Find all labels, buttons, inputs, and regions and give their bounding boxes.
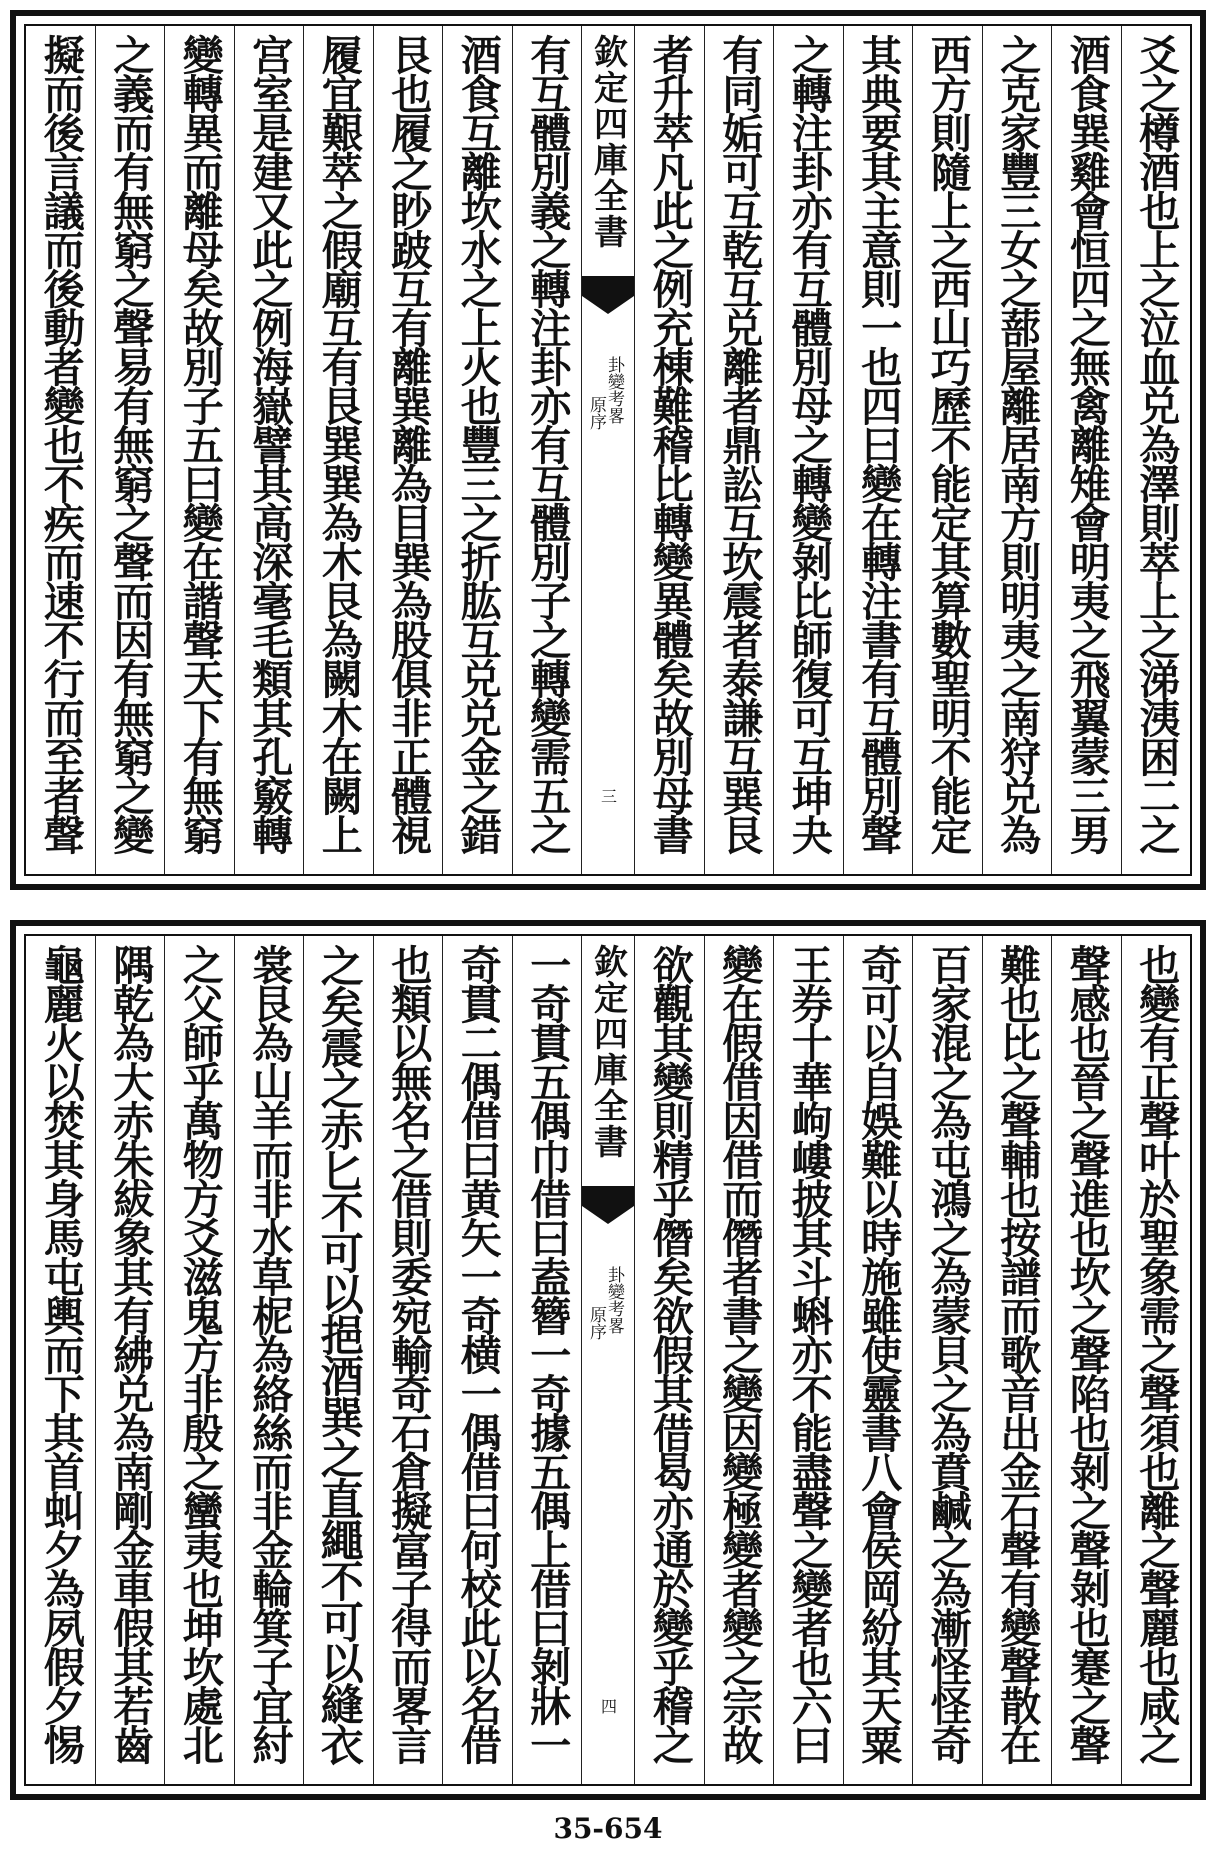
text-column bbox=[26, 26, 95, 874]
text-columns bbox=[26, 936, 1190, 1784]
column-text: 宫室是建又此之例海嶽譬其高深毫毛類其孔竅轉 bbox=[245, 34, 294, 853]
text-columns bbox=[26, 26, 1190, 874]
column-text: 奇貫二偶借曰黄矢一奇横一偶借曰何校此以名借 bbox=[453, 944, 502, 1763]
text-column bbox=[773, 26, 843, 874]
column-text: 難也比之聲輔也按譜而歌音出金石聲有變聲散在 bbox=[993, 944, 1042, 1763]
text-column bbox=[704, 26, 774, 874]
text-column bbox=[95, 936, 165, 1784]
column-text: 其典要其主意則一也四曰變在轉注書有互體別聲 bbox=[854, 34, 903, 853]
column-text: 王券十華岣嶁披其斗蝌亦不能盡聲之變者也六曰 bbox=[784, 944, 833, 1763]
column-text: 擬而後言議而後動者變也不疾而速不行而至者聲 bbox=[36, 34, 85, 853]
center-fold-strip bbox=[581, 936, 634, 1784]
text-column bbox=[95, 26, 165, 874]
center-fold-strip bbox=[581, 26, 634, 874]
text-column bbox=[442, 936, 512, 1784]
section-title: 原序 bbox=[586, 396, 606, 430]
text-column bbox=[773, 936, 843, 1784]
column-text: 之克家豐三女之蔀屋離居南方則明夷之南狩兑為 bbox=[993, 34, 1042, 853]
text-column bbox=[164, 26, 234, 874]
column-text: 西方則隨上之西山巧歷不能定其算數聖明不能定 bbox=[923, 34, 972, 853]
text-column bbox=[512, 936, 582, 1784]
column-text: 變轉異而離母矣故別子五曰變在諧聲天下有無窮 bbox=[175, 34, 224, 853]
text-column bbox=[704, 936, 774, 1784]
column-text: 之父師乎萬物方爻滋鬼方非殷之蠻夷也坤坎處北 bbox=[175, 944, 224, 1763]
column-text: 裳艮為山羊而非水草柅為絡絲而非金輪箕子宜紂 bbox=[245, 944, 294, 1763]
book-title: 卦變考畧 bbox=[604, 1266, 624, 1334]
page-frame bbox=[24, 24, 1192, 876]
page-panel-top bbox=[10, 10, 1206, 890]
column-text: 之義而有無窮之聲易有無窮之聲而因有無窮之變 bbox=[106, 34, 155, 853]
text-column bbox=[303, 936, 373, 1784]
text-column bbox=[1051, 936, 1121, 1784]
column-text: 酒食巽雞會恒四之無禽離雉會明夷之飛翼蒙三男 bbox=[1062, 34, 1111, 853]
column-text: 酒食互離坎水之上火也豐三之折肱互兑兑金之錯 bbox=[453, 34, 502, 853]
column-text: 履宜艱萃之假廟互有艮巽巽為木艮為闕木在闕上 bbox=[314, 34, 363, 853]
text-column bbox=[234, 26, 304, 874]
column-text: 者升萃凡此之例充棟難稽比轉變異體矣故別母書 bbox=[645, 34, 694, 853]
text-column bbox=[373, 26, 443, 874]
leaf-number: 三 bbox=[598, 788, 618, 804]
volume-page-number: 35-654 bbox=[553, 1812, 663, 1845]
text-column bbox=[512, 26, 582, 874]
column-text: 艮也履之眇跛互有離巽離為目巽為股俱非正體視 bbox=[384, 34, 433, 853]
text-column bbox=[982, 936, 1052, 1784]
column-text: 有同姤可互乾互兑離者鼎訟互坎震者泰謙互巽艮 bbox=[715, 34, 764, 853]
column-text: 變在假借因借而僭者書之變因變極變者變之宗故 bbox=[715, 944, 764, 1763]
text-column bbox=[1121, 26, 1191, 874]
section-title: 原序 bbox=[586, 1306, 606, 1340]
text-column bbox=[1051, 26, 1121, 874]
book-title: 卦變考畧 bbox=[604, 356, 624, 424]
column-text: 欲觀其變則精乎僭矣欲假其借曷亦通於變乎稽之 bbox=[645, 944, 694, 1763]
text-column bbox=[912, 26, 982, 874]
column-text: 有互體別義之轉注卦亦有互體別子之轉變需五之 bbox=[523, 34, 572, 853]
column-text: 之轉注卦亦有互體別母之轉變剝比師復可互坤夬 bbox=[784, 34, 833, 853]
text-column bbox=[373, 936, 443, 1784]
text-column bbox=[26, 936, 95, 1784]
text-column bbox=[634, 26, 704, 874]
series-title: 欽定四庫全書 bbox=[587, 34, 628, 250]
text-column bbox=[912, 936, 982, 1784]
text-column bbox=[234, 936, 304, 1784]
page-panel-bottom bbox=[10, 920, 1206, 1800]
column-text: 之矣震之赤匕不可以挹酒巽之直繩不可以縫衣 bbox=[313, 944, 364, 1764]
column-text: 隅乾為大赤朱紱象其有紼兑為南剛金車假其若齒 bbox=[106, 944, 155, 1763]
text-column bbox=[164, 936, 234, 1784]
text-column bbox=[843, 936, 913, 1784]
text-column bbox=[843, 26, 913, 874]
column-text: 爻之樽酒也上之泣血兑為澤則萃上之涕洟困二之 bbox=[1132, 34, 1181, 853]
column-text: 一奇貫五偶巾借曰盍簪一奇據五偶上借曰剝牀一 bbox=[523, 944, 572, 1763]
column-text: 龜麗火以焚其身馬屯輿而下其首虯夕為夙假夕惕 bbox=[36, 944, 85, 1763]
text-column bbox=[634, 936, 704, 1784]
column-text: 百家混之為屯鴻之為蒙貝之為賁鹹之為漸怪怪奇 bbox=[923, 944, 972, 1763]
text-column bbox=[1121, 936, 1191, 1784]
text-column bbox=[303, 26, 373, 874]
series-title: 欽定四庫全書 bbox=[587, 944, 628, 1160]
column-text: 也類以無名之借則委宛輸奇石倉擬富子得而畧言 bbox=[384, 944, 433, 1763]
column-text: 也變有正聲叶於聖象需之聲須也離之聲麗也咸之 bbox=[1132, 944, 1181, 1763]
fishtail-mark bbox=[582, 276, 634, 296]
text-column bbox=[982, 26, 1052, 874]
leaf-number: 四 bbox=[598, 1698, 618, 1714]
page-frame bbox=[24, 934, 1192, 1786]
text-column bbox=[442, 26, 512, 874]
column-text: 聲感也晉之聲進也坎之聲陷也剝之聲剝也蹇之聲 bbox=[1062, 944, 1111, 1763]
fishtail-mark bbox=[582, 1186, 634, 1206]
column-text: 奇可以自娛難以時施雖使靈書八會侯岡紛其天粟 bbox=[854, 944, 903, 1763]
